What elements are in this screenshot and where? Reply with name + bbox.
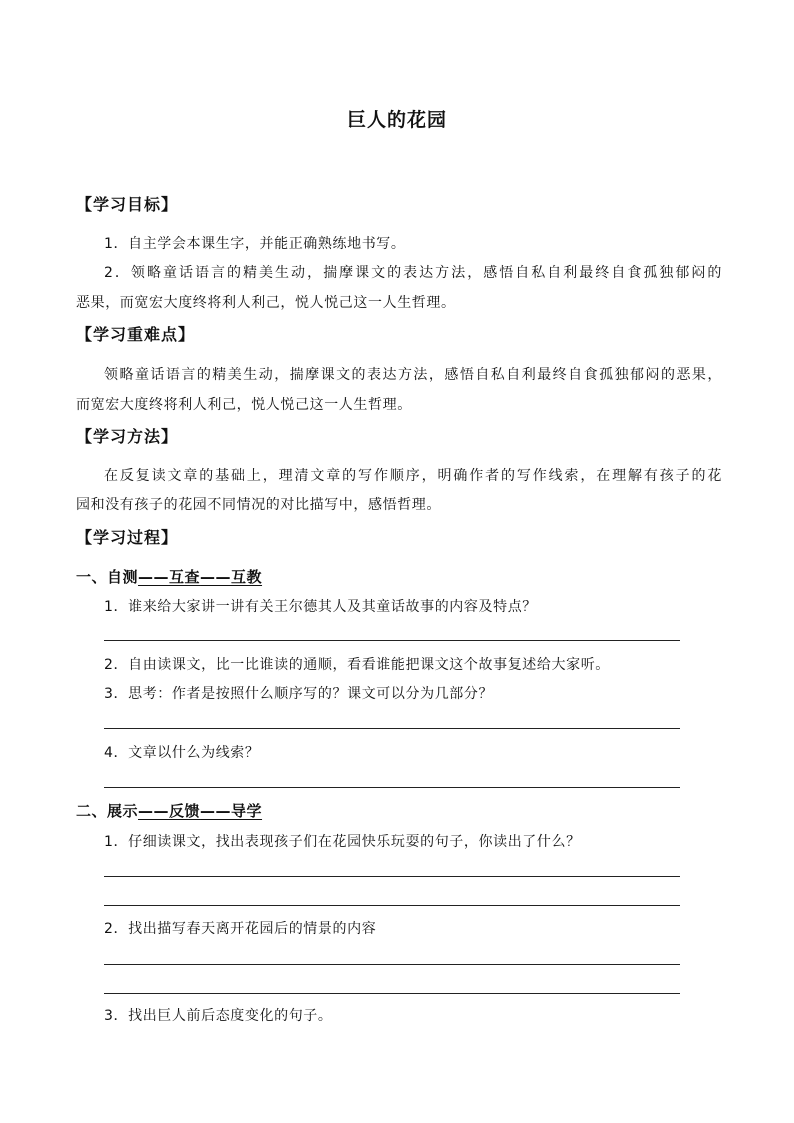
answer-line[interactable] [104, 993, 680, 994]
page-title: 巨人的花园 [346, 109, 447, 131]
answer-line[interactable] [104, 876, 680, 877]
section-1-title [76, 566, 262, 587]
section-1-part-2: ——互教 [200, 568, 263, 586]
answer-line[interactable] [104, 640, 680, 641]
section-2-question-2: 2．找出描写春天离开花园后的情景的内容 [104, 921, 377, 937]
answer-line[interactable] [104, 787, 680, 788]
section-1-question-3: 3．思考：作者是按照什么顺序写的？课文可以分为几部分？ [104, 686, 494, 702]
objectives-heading: 【学习目标】 [76, 195, 179, 214]
section-1-prefix: 一、自测 [76, 568, 139, 586]
section-2-question-3: 3．找出巨人前后态度变化的句子。 [104, 1008, 333, 1024]
objective-item-2-line-2: 恶果，而宽宏大度终将利人利己，悦人悦己这一人生哲理。 [76, 295, 456, 311]
section-1-question-1: 1．谁来给大家讲一讲有关王尔德其人及其童话故事的内容及特点？ [104, 599, 537, 615]
answer-line[interactable] [104, 905, 680, 906]
key-points-line-2: 而宽宏大度终将利人利己，悦人悦己这一人生哲理。 [76, 397, 412, 413]
objective-item-1: 1．自主学会本课生字，并能正确熟练地书写。 [104, 236, 406, 252]
section-1-question-2: 2．自由读课文，比一比谁读的通顺，看看谁能把课文这个故事复述给大家听。 [104, 657, 610, 673]
key-points-line-1: 领略童话语言的精美生动，揣摩课文的表达方法，感悟自私自利最终自食孤独郁闷的恶果， [104, 367, 722, 383]
section-2-title [76, 800, 262, 821]
section-2-part-2: ——导学 [200, 802, 263, 820]
methods-line-2: 园和没有孩子的花园不同情况的对比描写中，感悟哲理。 [76, 497, 441, 513]
methods-heading: 【学习方法】 [76, 427, 179, 446]
section-2-prefix: 二、展示 [76, 802, 139, 820]
objective-item-2-line-1: 2．领略童话语言的精美生动，揣摩课文的表达方法，感悟自私自利最终自食孤独郁闷的 [104, 265, 722, 281]
answer-line[interactable] [104, 964, 680, 965]
answer-line[interactable] [104, 728, 680, 729]
key-points-heading: 【学习重难点】 [76, 325, 196, 344]
section-2-question-1: 1．仔细读课文，找出表现孩子们在花园快乐玩耍的句子，你读出了什么？ [104, 834, 581, 850]
section-1-part-1: ——互查 [138, 568, 201, 586]
methods-line-1: 在反复读文章的基础上，理清文章的写作顺序，明确作者的写作线索，在理解有孩子的花 [104, 468, 722, 484]
process-heading: 【学习过程】 [76, 528, 179, 547]
section-1-question-4: 4．文章以什么为线索？ [104, 745, 260, 761]
section-2-part-1: ——反馈 [138, 802, 201, 820]
